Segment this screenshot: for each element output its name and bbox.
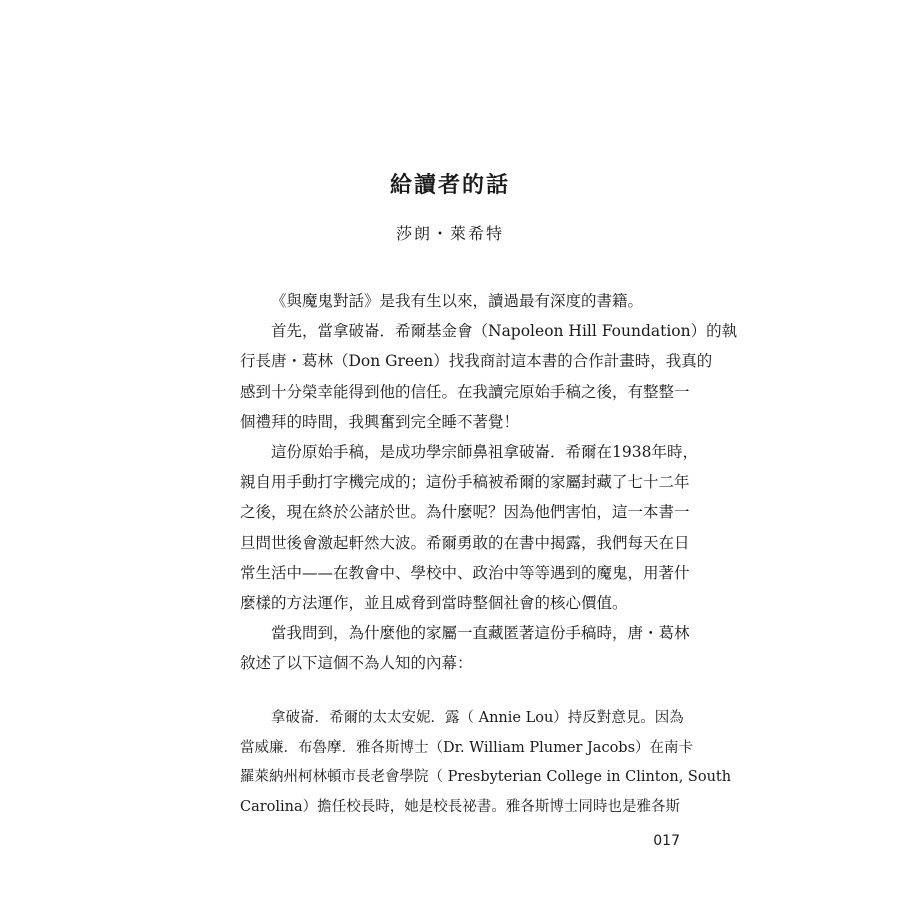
text-line: 親自用手動打字機完成的；這份手稿被希爾的家屬封藏了七十二年 xyxy=(240,473,690,492)
text-line: 個禮拜的時間，我興奮到完全睡不著覺！ xyxy=(240,412,520,431)
text-line: 感到十分榮幸能得到他的信任。在我讀完原始手稿之後，有整整一 xyxy=(240,382,690,401)
quote-line: 拿破崙．希爾的太太安妮．露（ Annie Lou）持反對意見。因為 xyxy=(271,710,684,726)
quote-line: Carolina）擔任校長時，她是校長祕書。雅各斯博士同時也是雅各斯 xyxy=(240,798,680,815)
text-line: 敘述了以下這個不為人知的內幕： xyxy=(240,654,473,673)
quote-line: 羅萊納州柯林頓市長老會學院（ Presbyterian College in Clinton, South xyxy=(240,769,732,785)
text-line: 之後，現在終於公諸於世。為什麼呢？因為他們害怕，這一本書一 xyxy=(240,503,690,522)
text-line: 這份原始手稿，是成功學宗師鼻祖拿破崙．希爾在1938年時， xyxy=(271,442,698,461)
block-quote xyxy=(240,704,732,822)
text-line: 行長唐・葛林（Don Green）找我商討這本書的合作計畫時，我真的 xyxy=(240,352,713,371)
chapter-title: 給讀者的話 xyxy=(389,173,510,198)
text-line: 首先，當拿破崙．希爾基金會（Napoleon Hill Foundation）的執 xyxy=(271,322,738,341)
body-text xyxy=(240,286,738,678)
text-line: 麼樣的方法運作，並且威脅到當時整個社會的核心價值。 xyxy=(240,593,628,612)
text-line: 旦問世後會激起軒然大波。希爾勇敢的在書中揭露，我們每天在日 xyxy=(240,533,690,552)
text-line: 常生活中——在教會中、學校中、政治中等等遇到的魔鬼，用著什 xyxy=(240,563,690,582)
quote-line: 當威廉．布魯摩．雅各斯博士（Dr. William Plumer Jacobs）在南卡 xyxy=(240,739,694,756)
text-line: 《與魔鬼對話》是我有生以來，讀過最有深度的書籍。 xyxy=(271,292,644,310)
text-line: 當我問到，為什麼他的家屬一直藏匿著這份手稿時，唐・葛林 xyxy=(271,624,690,643)
page-number: 017 xyxy=(653,833,680,849)
author-name: 莎朗・萊希特 xyxy=(395,224,504,243)
